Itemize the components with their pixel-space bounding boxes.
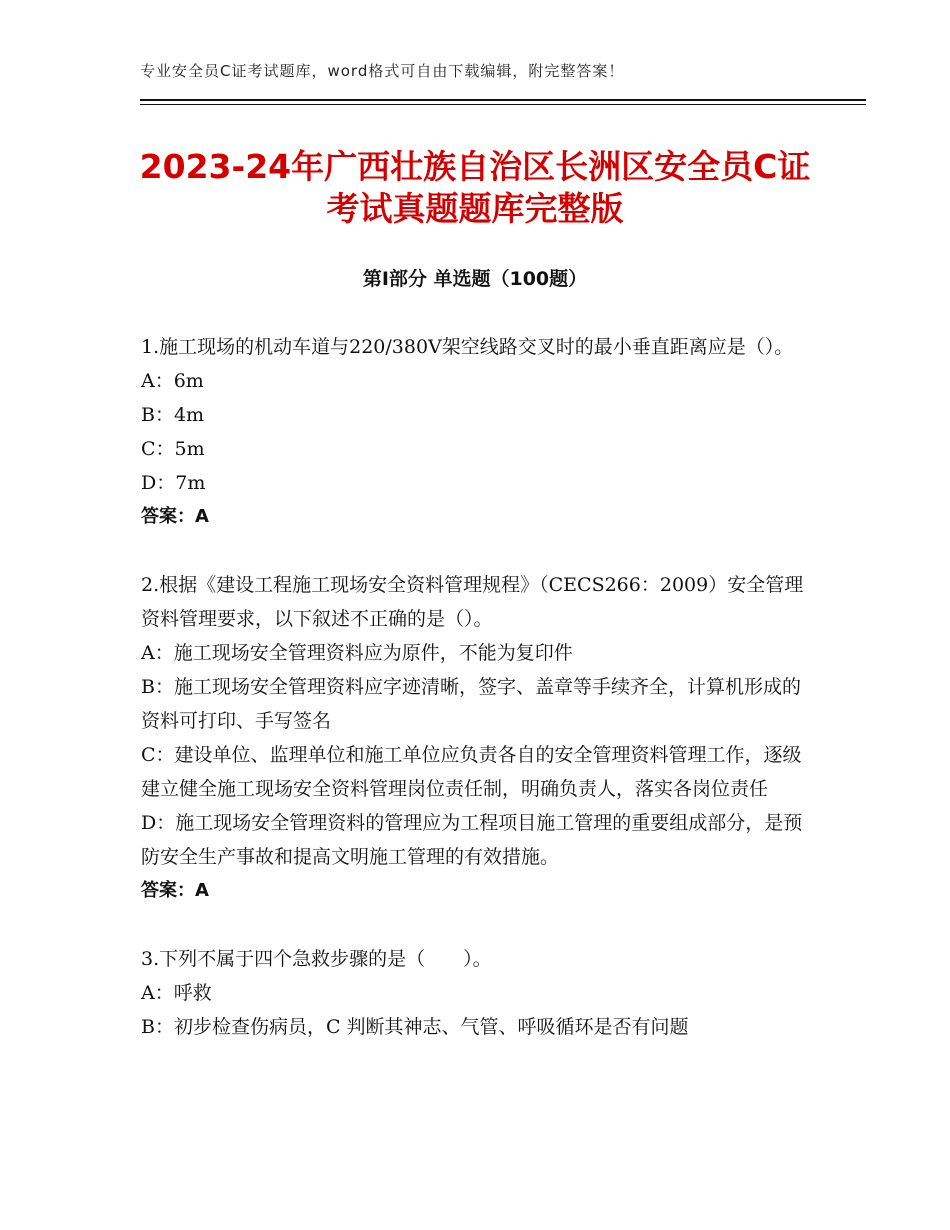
option-b: B：4m [141,404,205,426]
question-stem: 1.施工现场的机动车道与220/380V架空线路交叉时的最小垂直距离应是（）。 [141,336,794,358]
title-line-1: 2023-24年广西壮族自治区长洲区安全员C证 [139,147,811,186]
question-1 [141,330,809,534]
option-b: B：初步检查伤病员，C 判断其神志、气管、呼吸循环是否有问题 [141,1016,689,1038]
document-title [100,146,850,230]
question-3 [141,942,809,1044]
option-c: C：5m [141,438,205,460]
question-2 [141,568,809,908]
option-a: A：6m [141,370,204,392]
answer: 答案：A [141,880,209,901]
question-list [141,330,809,1078]
header-note: 专业安全员C证考试题库，word格式可自由下载编辑，附完整答案！ [140,62,625,80]
option-c: C：建设单位、监理单位和施工单位应负责各自的安全管理资料管理工作，逐级建立健全施工现场安全资料管理岗位责任制，明确负责人，落实各岗位责任 [141,744,802,800]
title-line-2: 考试真题题库完整版 [326,189,624,228]
option-d: D：施工现场安全管理资料的管理应为工程项目施工管理的重要组成部分，是预防安全生产事故和提高文明施工管理的有效措施。 [141,812,803,868]
option-a: A：呼救 [141,982,212,1004]
option-a: A：施工现场安全管理资料应为原件，不能为复印件 [141,642,573,664]
question-stem: 3.下列不属于四个急救步骤的是（ ）。 [141,948,492,970]
option-b: B：施工现场安全管理资料应字迹清晰，签字、盖章等手续齐全，计算机形成的资料可打印、手写签名 [141,676,801,732]
header-divider-thick [140,99,866,101]
section-title: 第I部分 单选题（100题） [362,268,588,290]
option-d: D：7m [141,472,206,494]
question-stem: 2.根据《建设工程施工现场安全资料管理规程》（CECS266：2009）安全管理资料管理要求，以下叙述不正确的是（）。 [141,574,804,630]
header-divider-thin [140,104,866,105]
answer: 答案：A [141,506,209,527]
